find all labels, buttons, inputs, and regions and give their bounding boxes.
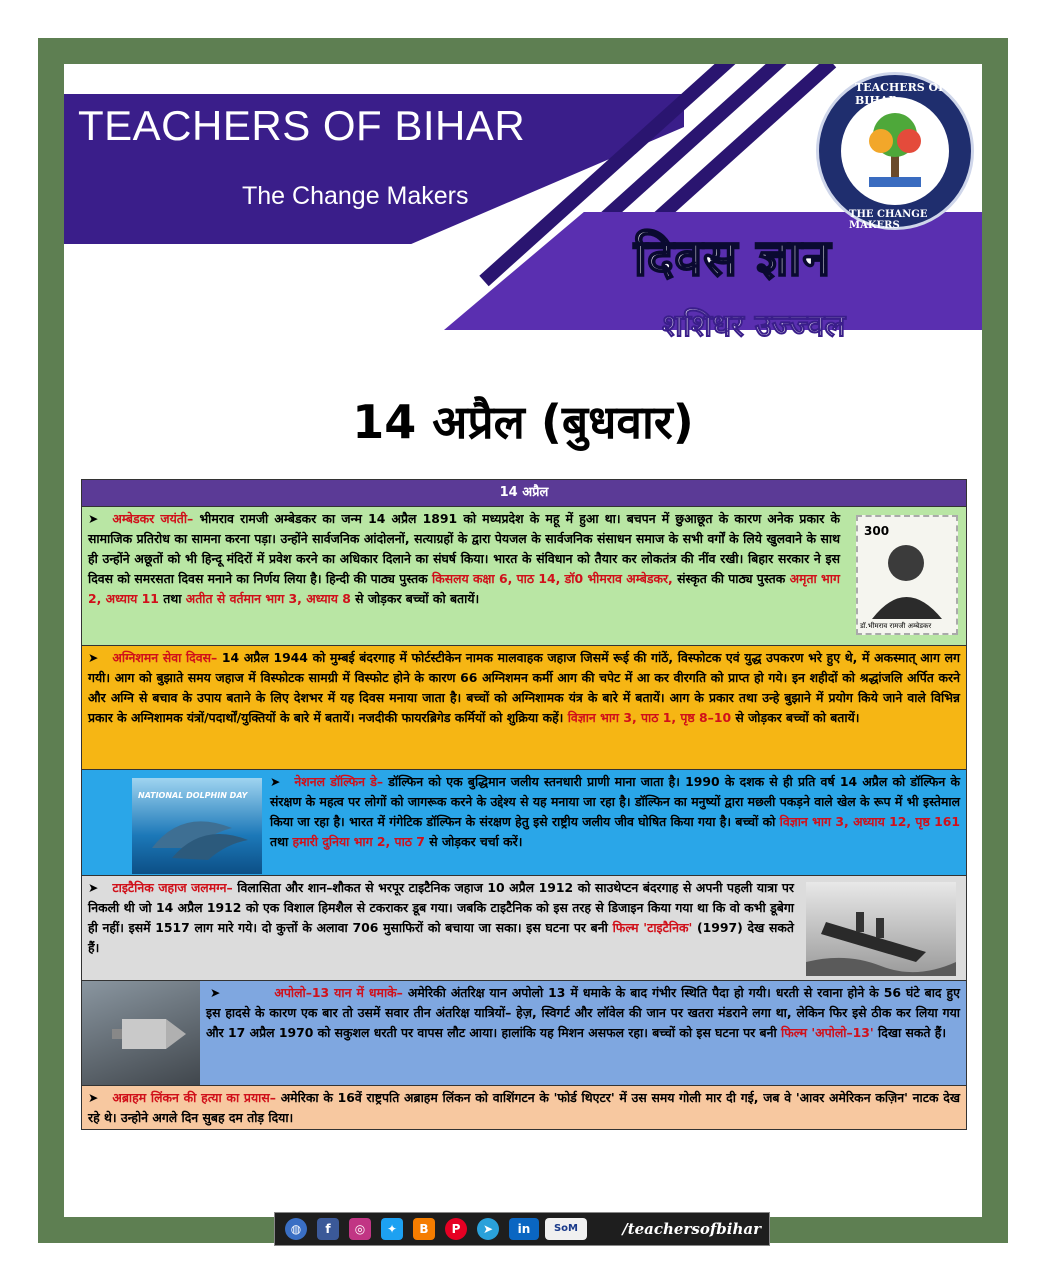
teachers-of-bihar-logo [816,72,974,230]
section-lincoln [82,1085,966,1129]
logo-top-text: TEACHERS OF BIHAR [855,81,946,107]
section-body: तथा [163,591,182,606]
section-body: डॉल्फिन को एक बुद्धिमान जलीय स्तनधारी प्राणी माना जाता है। 1990 के दशक से ही प्रति वर्ष 14 अप्रैल को डॉल्फिन के संरक्षण के महत्व पर लोगों को जागरूक करने के उद्देश्य से यह मनाया जा रहा है। डॉल्फिन का मनुष्यों द्वारा मछली पकड़ने वाले खेल के रूप में भी इस्तेमाल किया जा रहा है। भारत में गंगेटिक डॉल्फिन के संरक्षण हेतु इसे राष्ट्रीय जलीय जीव घोषित किया गया है। बच्चों को [270,774,960,829]
social-footer [274,1212,770,1246]
spacecraft-icon [82,981,200,1086]
book-reference: हमारी दुनिया भाग 2, पाठ 7 [292,834,425,849]
image-caption: NATIONAL DOLPHIN DAY [138,791,248,800]
portrait-icon [858,531,956,619]
section-body: से जोड़कर बच्चों को बतायें। [355,591,480,606]
section-body: भीमराव रामजी अम्बेडकर का जन्म 14 अप्रैल 1891 को मध्यप्रदेश के महू में हुआ था। बचपन में छुआछूत के कारण अनेक प्रकार के सामाजिक प्रतिरोध का सामना करना पड़ा। उन्होंने सार्वजनिक आंदोलनों, सत्याग्रहों के द्वारा पेयजल के सार्वजनिक संसाधन समाज के सभी वर्गों के लिये खुलवाने के साथ ही उन्होंने अछूतों को भी हिन्दू मंदिरों में प्रवेश करने का अधिकार दिलाने का संघर्ष किया। भारत के संविधान को तैयार कर लोकतंत्र की नींव रखी। बिहार सरकार ने इस दिवस को समरसता दिवस मनाने का निर्णय लिया है। हिन्दी की पाठ्य पुस्तक [88,511,840,586]
book-reference: अतीत से वर्तमान भाग 3, अध्याय 8 [185,591,351,606]
section-body: से जोड़कर चर्चा करें। [429,834,523,849]
section-heading: अग्निशमन सेवा दिवस– [112,650,218,665]
arrow-icon: ➤ [88,1090,99,1105]
date-title: 14 अप्रैल (बुधवार) [352,395,694,449]
section-apollo-13 [82,980,966,1085]
book-reference: फिल्म 'टाइटैनिक' [612,920,693,935]
telegram-icon[interactable]: ➤ [477,1218,499,1240]
titanic-image [806,882,956,976]
section-body: अमेरिका के 16वें राष्ट्रपति अब्राहम लिंकन को वाशिंगटन के 'फोर्ड थिएटर' में उस समय गोली मार दी गई, जब वे 'आवर अमेरिकन कज़िन' नाटक देख रहे थे। उन्होने अगले दिन सुबह दम तोड़ दिया। [88,1090,960,1125]
arrow-icon: ➤ [210,985,221,1000]
ambedkar-stamp-image [856,515,958,635]
section-body: से जोड़कर बच्चों को बतायें। [735,710,860,725]
pinterest-icon[interactable]: P [445,1218,467,1240]
section-body: संस्कृत की पाठ्य पुस्तक [677,571,786,586]
arrow-icon: ➤ [270,774,281,789]
arrow-icon: ➤ [88,511,99,526]
header-title: TEACHERS OF BIHAR [78,102,526,149]
box-title: 14 अप्रैल [82,480,966,506]
section-body: दिखा सकते हैं। [878,1025,947,1040]
content-box [81,479,967,1130]
tree-icon [841,97,949,205]
section-fire-service [82,645,966,769]
ship-icon [806,882,956,976]
author-name: शशिधर उज्ज्वल [662,308,846,344]
section-heading: टाइटैनिक जहाज जलमग्न– [112,880,233,895]
blogger-icon[interactable]: B [413,1218,435,1240]
arrow-icon: ➤ [88,650,99,665]
logo-emblem [841,97,949,205]
apollo-image [82,981,200,1086]
section-text [82,1086,966,1130]
facebook-icon[interactable]: f [317,1218,339,1240]
header-subtitle: The Change Makers [242,182,469,210]
section-text [82,507,966,611]
book-reference: विज्ञान भाग 3, पाठ 1, पृष्ठ 8–10 [567,710,732,725]
arrow-icon: ➤ [88,880,99,895]
section-dolphin-day [82,769,966,875]
section-titanic [82,875,966,980]
book-reference: अमृता भाग 2, अध्याय 11 [88,571,840,606]
book-reference: विज्ञान भाग 3, अध्याय 12, पृष्ठ 161 [779,814,960,829]
section-body: (1997) देख सकते हैं। [88,920,794,955]
section-body: 14 अप्रैल 1944 को मुम्बई बंदरगाह में फोर्टस्टीकेन नामक मालवाहक जहाज जिसमें रूई की गांठें, विस्फोटक एवं युद्ध उपकरण भरे हुए थे, में अकस्मात् आग लग गयी। आग को बुझाते समय जहाज में विस्फोटक सामग्री में विस्फोट होने के कारण 66 अग्निशमन कर्मी आग की चपेट में आ कर वीरगति को प्राप्त हो गये। इन शहीदों को श्रद्धांजलि अर्पित करने और अग्नि से बचाव के उपाय बताने के लिए देशभर में यह दिवस मनाया जाता है। बच्चों को अग्निशामक यंत्र के बारे में बतायें। आग के प्रकार तथा उन्हे बुझाने में प्रयोग किये जाने वाले विभिन्न प्रकार के अग्निशामक यंत्रों/पदार्थों/युक्तियों के बारे में बतायें। नजदीकी फायरब्रिगेड कर्मियों को शुक्रिया कहें। [88,650,960,725]
series-title: दिवस ज्ञान [634,229,832,287]
section-heading: नेशनल डॉल्फिन डे– [294,774,384,789]
stamp-caption: डॉ.भीमराव रामजी अम्बेडकर [860,622,932,630]
social-handle[interactable]: /teachersofbihar [622,1220,761,1238]
section-heading: अम्बेडकर जयंती– [112,511,194,526]
poster [64,64,982,1217]
logo-bottom-text: THE CHANGE MAKERS [849,209,928,231]
instagram-icon[interactable]: ◎ [349,1218,371,1240]
section-ambedkar [82,506,966,645]
section-heading: अपोलो–13 यान में धमाके– [274,985,403,1000]
section-body: तथा [270,834,289,849]
section-body: विलासिता और शान–शौकत से भरपूर टाइटैनिक जहाज 10 अप्रैल 1912 को साउथेप्टन बंदरगाह से अपनी पहली यात्रा पर निकली थी जो 14 अप्रैल 1912 को एक विशाल हिमशैल से टकराकर डूब गया। जबकि टाइटैनिक को इस तरह से डिजाइन किया गया था कि वो कभी डूबेगा ही नहीं। इसमें 1517 लाग मारे गये। दो कुत्तों के अलावा 706 मुसाफिरों को बचाया जा सका। इस घटना पर बनी [88,880,794,935]
book-reference: फिल्म 'अपोलो–13' [781,1025,874,1040]
book-reference: किसलय कक्षा 6, पाठ 14, डॉ0 भीमराव अम्बेडकर, [432,571,673,586]
section-text [82,981,966,1045]
linkedin-icon[interactable]: in [509,1218,539,1240]
som-badge[interactable]: SoM [545,1218,587,1240]
section-body: अमेरिकी अंतरिक्ष यान अपोलो 13 में धमाके के बाद गंभीर स्थिति पैदा हो गयी। धरती से रवाना होने के 56 घंटे बाद हुए इस हादसे के कारण एक बार तो उसमें सवार तीन अंतरिक्ष यात्रियों– हेज़, स्विगर्ट और लॉवेल की जान पर खतरा मंडराने लगा था, लेकिन फिर इसे ठीक कर लिया गया और 17 अप्रैल 1970 को सकुशल धरती पर वापस लौट आया। हालांकि यह मिशन असफल रहा। बच्चों को इस घटना पर बनी [206,985,960,1040]
dolphin-image [132,778,262,874]
stamp-value: 300 [864,524,890,538]
section-text [82,646,966,730]
twitter-icon[interactable]: ✦ [381,1218,403,1240]
section-heading: अब्राहम लिंकन की हत्या का प्रयास– [112,1090,276,1105]
globe-icon[interactable]: ◍ [285,1218,307,1240]
